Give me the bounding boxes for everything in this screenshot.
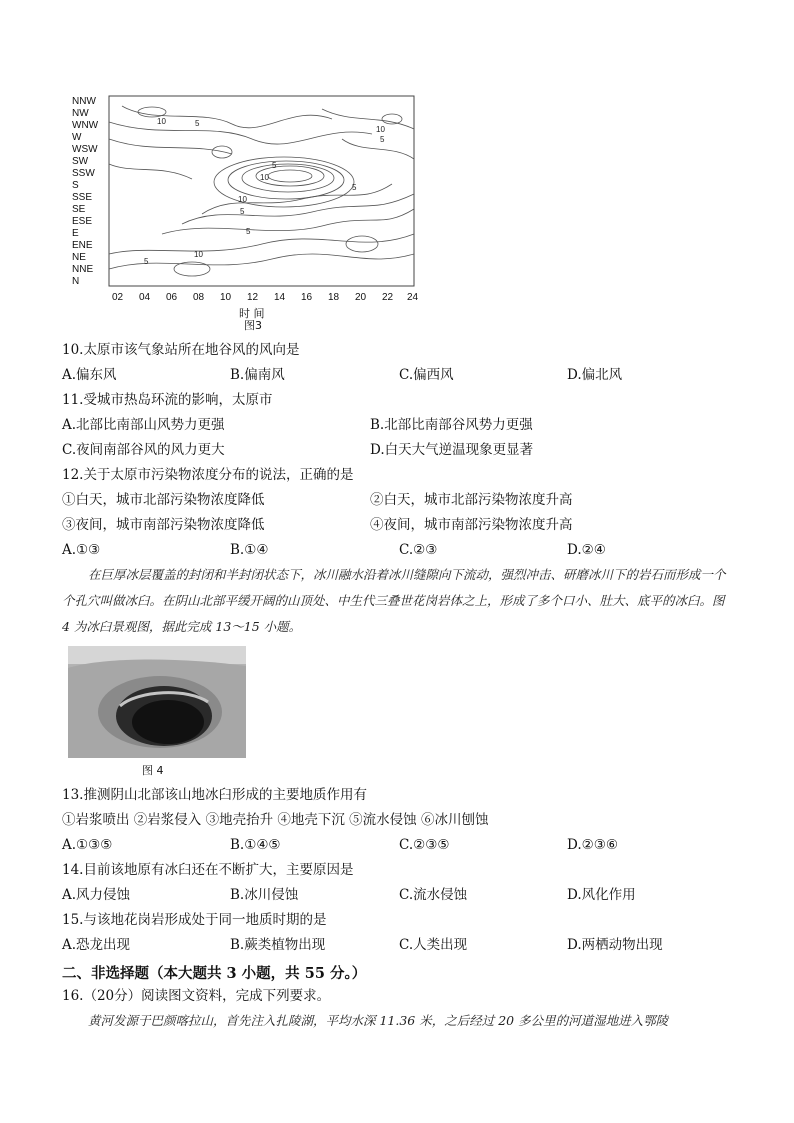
- q12-item: ④夜间，城市南部污染物浓度升高: [370, 517, 573, 533]
- q13-option-d[interactable]: D.②③⑥: [567, 837, 618, 853]
- x-tick-label: 12: [247, 292, 259, 303]
- y-tick-label: NW: [72, 108, 89, 119]
- q13-items: ①岩浆喷出 ②岩浆侵入 ③地壳抬升 ④地壳下沉 ⑤流水侵蚀 ⑥冰川刨蚀: [62, 812, 489, 828]
- x-tick-label: 10: [220, 292, 232, 303]
- y-tick-label: W: [72, 132, 82, 143]
- contour-label: 10: [260, 173, 269, 182]
- contour-label: 5: [195, 119, 200, 128]
- contour-label: 5: [272, 161, 277, 170]
- x-tick-label: 08: [193, 292, 205, 303]
- q10-option-a[interactable]: A.偏东风: [62, 367, 117, 383]
- q15-option-c[interactable]: C.人类出现: [399, 937, 468, 953]
- question-12-stem: 12.关于太原市污染物浓度分布的说法，正确的是: [62, 467, 354, 483]
- x-tick-label: 16: [301, 292, 313, 303]
- question-16-passage: 黄河发源于巴颜喀拉山，首先注入扎陵湖，平均水深 11.36 米，之后经过 20 多公里的河道湿地进入鄂陵: [88, 1013, 669, 1028]
- figure-4-caption: 图 4: [142, 764, 164, 777]
- q12-item: ①白天，城市北部污染物浓度降低: [62, 492, 265, 508]
- x-tick-label: 22: [382, 292, 394, 303]
- question-11-stem: 11.受城市热岛环流的影响，太原市: [62, 392, 273, 408]
- x-axis-title: 时 间: [239, 307, 265, 320]
- contour-label: 10: [157, 117, 166, 126]
- x-tick-label: 02: [112, 292, 124, 303]
- x-tick-label: 14: [274, 292, 286, 303]
- q11-option-d[interactable]: D.白天大气逆温现象更显著: [370, 442, 534, 458]
- contour-label: 10: [376, 125, 385, 134]
- q14-option-b[interactable]: B.冰川侵蚀: [230, 887, 299, 903]
- q11-option-b[interactable]: B.北部比南部谷风势力更强: [370, 417, 533, 433]
- q13-option-b[interactable]: B.①④⑤: [230, 837, 281, 853]
- y-tick-label: NNW: [72, 96, 96, 107]
- contour-label: 10: [194, 250, 203, 259]
- contour-label: 10: [238, 195, 247, 204]
- x-tick-label: 20: [355, 292, 367, 303]
- question-15-stem: 15.与该地花岗岩形成处于同一地质时期的是: [62, 912, 327, 928]
- figure-3-caption: 图3: [244, 319, 262, 332]
- q12-item: ②白天，城市北部污染物浓度升高: [370, 492, 573, 508]
- contour-label: 5: [246, 227, 251, 236]
- y-tick-label: ESE: [72, 216, 93, 227]
- q12-option-a[interactable]: A.①③: [62, 542, 101, 558]
- y-tick-label: NE: [72, 252, 86, 263]
- section-2-heading: 二、非选择题（本大题共 3 小题，共 55 分。）: [62, 965, 367, 982]
- y-tick-label: SSE: [72, 192, 93, 203]
- y-tick-label: S: [72, 180, 79, 191]
- q11-option-a[interactable]: A.北部比南部山风势力更强: [62, 417, 225, 433]
- contour-label: 5: [352, 183, 357, 192]
- q14-option-d[interactable]: D.风化作用: [567, 887, 636, 903]
- q10-option-d[interactable]: D.偏北风: [567, 367, 623, 383]
- pothole-image: [68, 646, 246, 758]
- y-tick-label: N: [72, 276, 80, 287]
- question-14-stem: 14.目前该地原有冰臼还在不断扩大，主要原因是: [62, 862, 354, 878]
- q12-item: ③夜间，城市南部污染物浓度降低: [62, 517, 265, 533]
- y-tick-label: E: [72, 228, 79, 239]
- q15-option-d[interactable]: D.两栖动物出现: [567, 937, 663, 953]
- x-tick-label: 18: [328, 292, 340, 303]
- question-10-stem: 10.太原市该气象站所在地谷风的风向是: [62, 342, 300, 358]
- x-tick-label: 06: [166, 292, 178, 303]
- y-tick-label: ENE: [72, 240, 93, 251]
- q13-option-c[interactable]: C.②③⑤: [399, 837, 450, 853]
- q10-option-c[interactable]: C.偏西风: [399, 367, 454, 383]
- y-tick-label: SE: [72, 204, 86, 215]
- q12-option-d[interactable]: D.②④: [567, 542, 606, 558]
- y-tick-label: NNE: [72, 264, 94, 275]
- question-13-stem: 13.推测阴山北部该山地冰臼形成的主要地质作用有: [62, 787, 367, 803]
- x-tick-label: 24: [407, 292, 419, 303]
- q14-option-c[interactable]: C.流水侵蚀: [399, 887, 468, 903]
- q12-option-c[interactable]: C.②③: [399, 542, 438, 558]
- q15-option-b[interactable]: B.蕨类植物出现: [230, 937, 326, 953]
- y-tick-label: SW: [72, 156, 89, 167]
- contour-label: 5: [240, 207, 245, 216]
- glacier-pothole-passage: 在巨厚冰层覆盖的封闭和半封闭状态下，冰川融水沿着冰川缝隙向下流动，强烈冲击、研磨冰川下的岩石而形成一个个孔穴叫做冰臼。在阴山北部平缓开阔的山顶处、中生代三叠世花岗岩体之上，形成了多个口小、肚大、底平的冰臼。图 4 为冰臼景观图，据此完成 13～15 小题。: [62, 567, 726, 634]
- figure-4-photo: [68, 646, 246, 758]
- y-tick-label: SSW: [72, 168, 95, 179]
- q14-option-a[interactable]: A.风力侵蚀: [62, 887, 131, 903]
- y-tick-label: WSW: [72, 144, 98, 155]
- q13-option-a[interactable]: A.①③⑤: [62, 837, 113, 853]
- question-16-stem: 16.（20分）阅读图文资料，完成下列要求。: [62, 988, 331, 1004]
- q15-option-a[interactable]: A.恐龙出现: [62, 937, 131, 953]
- q12-option-b[interactable]: B.①④: [230, 542, 269, 558]
- contour-label: 5: [144, 257, 149, 266]
- q11-option-c[interactable]: C.夜间南部谷风的风力更大: [62, 442, 225, 458]
- x-tick-label: 04: [139, 292, 151, 303]
- contour-label: 5: [380, 135, 385, 144]
- y-tick-label: WNW: [72, 120, 99, 131]
- q10-option-b[interactable]: B.偏南风: [230, 367, 285, 383]
